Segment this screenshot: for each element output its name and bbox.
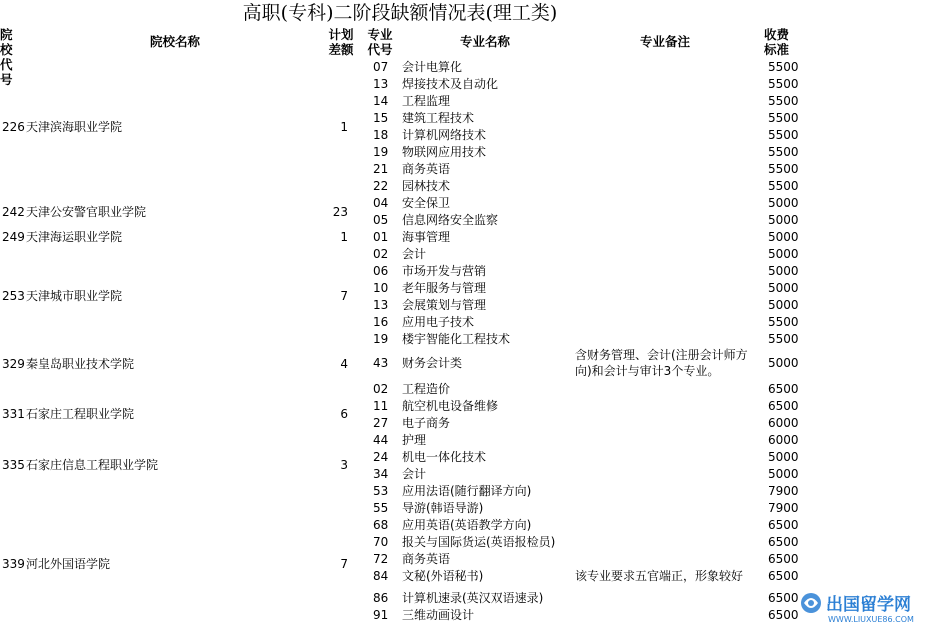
fee: 7900 — [768, 484, 799, 498]
plan-gap: 1 — [340, 120, 348, 134]
fee: 6500 — [768, 535, 799, 549]
major-name: 工程造价 — [402, 382, 451, 396]
major-code: 55 — [373, 501, 389, 515]
watermark-logo — [798, 589, 938, 625]
header-major-note: 专业备注 — [639, 34, 690, 49]
fee: 5500 — [768, 145, 799, 159]
fee: 6500 — [768, 552, 799, 566]
major-code: 13 — [373, 77, 389, 91]
plan-gap: 6 — [340, 407, 348, 421]
major-name: 财务会计类 — [402, 356, 463, 370]
major-name: 商务英语 — [402, 162, 451, 176]
fee: 5500 — [768, 162, 799, 176]
major-code: 44 — [373, 433, 389, 447]
major-name: 楼宇智能化工程技术 — [402, 332, 511, 346]
school-code: 331 — [2, 407, 25, 421]
major-note: 含财务管理、会计(注册会计师方 向)和会计与审计3个专业。 — [575, 348, 748, 378]
major-name: 园林技术 — [402, 179, 451, 193]
fee: 5500 — [768, 77, 799, 91]
fee: 5000 — [768, 467, 799, 481]
header-major-name: 专业名称 — [459, 34, 510, 49]
school-code: 242 — [2, 205, 25, 219]
fee: 6500 — [768, 399, 799, 413]
major-name: 安全保卫 — [402, 196, 451, 210]
major-name: 会计 — [402, 247, 427, 261]
major-code: 43 — [373, 356, 389, 370]
school-code: 253 — [2, 289, 25, 303]
fee: 6000 — [768, 433, 799, 447]
major-code: 15 — [373, 111, 389, 125]
school-code: 339 — [2, 557, 25, 571]
major-name: 应用法语(随行翻译方向) — [402, 484, 532, 498]
fee: 6500 — [768, 591, 799, 605]
plan-gap: 1 — [340, 230, 348, 244]
school-code: 249 — [2, 230, 25, 244]
fee: 5000 — [768, 196, 799, 210]
major-code: 02 — [373, 247, 389, 261]
major-name: 报关与国际货运(英语报检员) — [402, 535, 556, 549]
major-code: 53 — [373, 484, 389, 498]
header-plan-gap: 计划 差额 — [328, 27, 354, 57]
major-name: 信息网络安全监察 — [402, 213, 499, 227]
fee: 5500 — [768, 315, 799, 329]
fee: 5500 — [768, 128, 799, 142]
school-code: 329 — [2, 357, 25, 371]
school-name: 天津海运职业学院 — [26, 230, 123, 244]
major-name: 工程监理 — [402, 94, 451, 108]
major-code: 11 — [373, 399, 389, 413]
major-name: 航空机电设备维修 — [402, 399, 499, 413]
major-name: 应用英语(英语教学方向) — [402, 518, 532, 532]
major-code: 24 — [373, 450, 389, 464]
major-name: 导游(韩语导游) — [402, 501, 484, 515]
major-name: 焊接技术及自动化 — [402, 77, 499, 91]
major-name: 计算机网络技术 — [402, 128, 487, 142]
fee: 7900 — [768, 501, 799, 515]
fee: 5500 — [768, 111, 799, 125]
fee: 6500 — [768, 569, 799, 583]
major-name: 三维动画设计 — [402, 608, 475, 622]
major-name: 应用电子技术 — [402, 315, 475, 329]
major-note: 该专业要求五官端正，形象较好 — [575, 569, 744, 583]
fee: 5000 — [768, 247, 799, 261]
fee: 6500 — [768, 518, 799, 532]
major-code: 05 — [373, 213, 389, 227]
fee: 6500 — [768, 608, 799, 622]
header-school-name: 院校名称 — [149, 34, 200, 49]
major-name: 护理 — [402, 433, 427, 447]
major-code: 19 — [373, 332, 389, 346]
major-code: 04 — [373, 196, 389, 210]
major-code: 13 — [373, 298, 389, 312]
plan-gap: 4 — [340, 357, 348, 371]
major-code: 07 — [373, 60, 389, 74]
major-code: 19 — [373, 145, 389, 159]
major-name: 机电一体化技术 — [402, 450, 487, 464]
school-code: 335 — [2, 458, 25, 472]
fee: 5500 — [768, 179, 799, 193]
major-code: 86 — [373, 591, 389, 605]
major-code: 18 — [373, 128, 389, 142]
plan-gap: 7 — [340, 289, 348, 303]
major-name: 物联网应用技术 — [402, 145, 487, 159]
major-code: 84 — [373, 569, 389, 583]
school-name: 石家庄信息工程职业学院 — [26, 458, 159, 472]
watermark-url: WWW.LIUXUE86.COM — [828, 615, 914, 624]
major-code: 14 — [373, 94, 389, 108]
watermark-text: 出国留学网 — [826, 595, 911, 615]
page-title: 高职(专科)二阶段缺额情况表(理工类) — [242, 2, 558, 24]
major-name: 市场开发与营销 — [402, 264, 487, 278]
fee: 6000 — [768, 416, 799, 430]
header-major-code: 专业 代号 — [367, 27, 393, 57]
major-code: 01 — [373, 230, 389, 244]
major-code: 70 — [373, 535, 389, 549]
major-name: 老年服务与管理 — [402, 281, 487, 295]
major-code: 10 — [373, 281, 389, 295]
major-name: 会展策划与管理 — [402, 298, 487, 312]
major-name: 文秘(外语秘书) — [402, 569, 484, 583]
fee: 5000 — [768, 298, 799, 312]
major-code: 16 — [373, 315, 389, 329]
fee: 5500 — [768, 60, 799, 74]
plan-gap: 3 — [340, 458, 348, 472]
school-name: 天津城市职业学院 — [26, 289, 123, 303]
major-name: 会计电算化 — [402, 60, 463, 74]
major-name: 海事管理 — [402, 230, 451, 244]
major-name: 计算机速录(英汉双语速录) — [402, 591, 544, 605]
school-name: 天津滨海职业学院 — [26, 120, 123, 134]
major-code: 34 — [373, 467, 389, 481]
fee: 5000 — [768, 213, 799, 227]
school-code: 226 — [2, 120, 25, 134]
school-name: 石家庄工程职业学院 — [26, 407, 135, 421]
major-name: 电子商务 — [402, 416, 451, 430]
major-code: 72 — [373, 552, 389, 566]
major-code: 22 — [373, 179, 389, 193]
major-code: 68 — [373, 518, 389, 532]
fee: 5000 — [768, 230, 799, 244]
school-name: 天津公安警官职业学院 — [26, 205, 147, 219]
fee: 5000 — [768, 450, 799, 464]
fee: 5000 — [768, 281, 799, 295]
major-name: 建筑工程技术 — [402, 111, 475, 125]
major-code: 06 — [373, 264, 389, 278]
major-name: 会计 — [402, 467, 427, 481]
plan-gap: 23 — [332, 205, 348, 219]
fee: 5500 — [768, 94, 799, 108]
fee: 5000 — [768, 264, 799, 278]
fee: 5000 — [768, 356, 799, 370]
header-fee: 收费 标准 — [764, 27, 790, 57]
major-code: 27 — [373, 416, 389, 430]
major-code: 21 — [373, 162, 389, 176]
header-school-code: 院校 代号 — [0, 27, 13, 87]
major-name: 商务英语 — [402, 552, 451, 566]
fee: 5500 — [768, 332, 799, 346]
school-name: 河北外国语学院 — [26, 557, 111, 571]
major-code: 91 — [373, 608, 389, 622]
plan-gap: 7 — [340, 557, 348, 571]
school-name: 秦皇岛职业技术学院 — [26, 357, 135, 371]
fee: 6500 — [768, 382, 799, 396]
major-code: 02 — [373, 382, 389, 396]
